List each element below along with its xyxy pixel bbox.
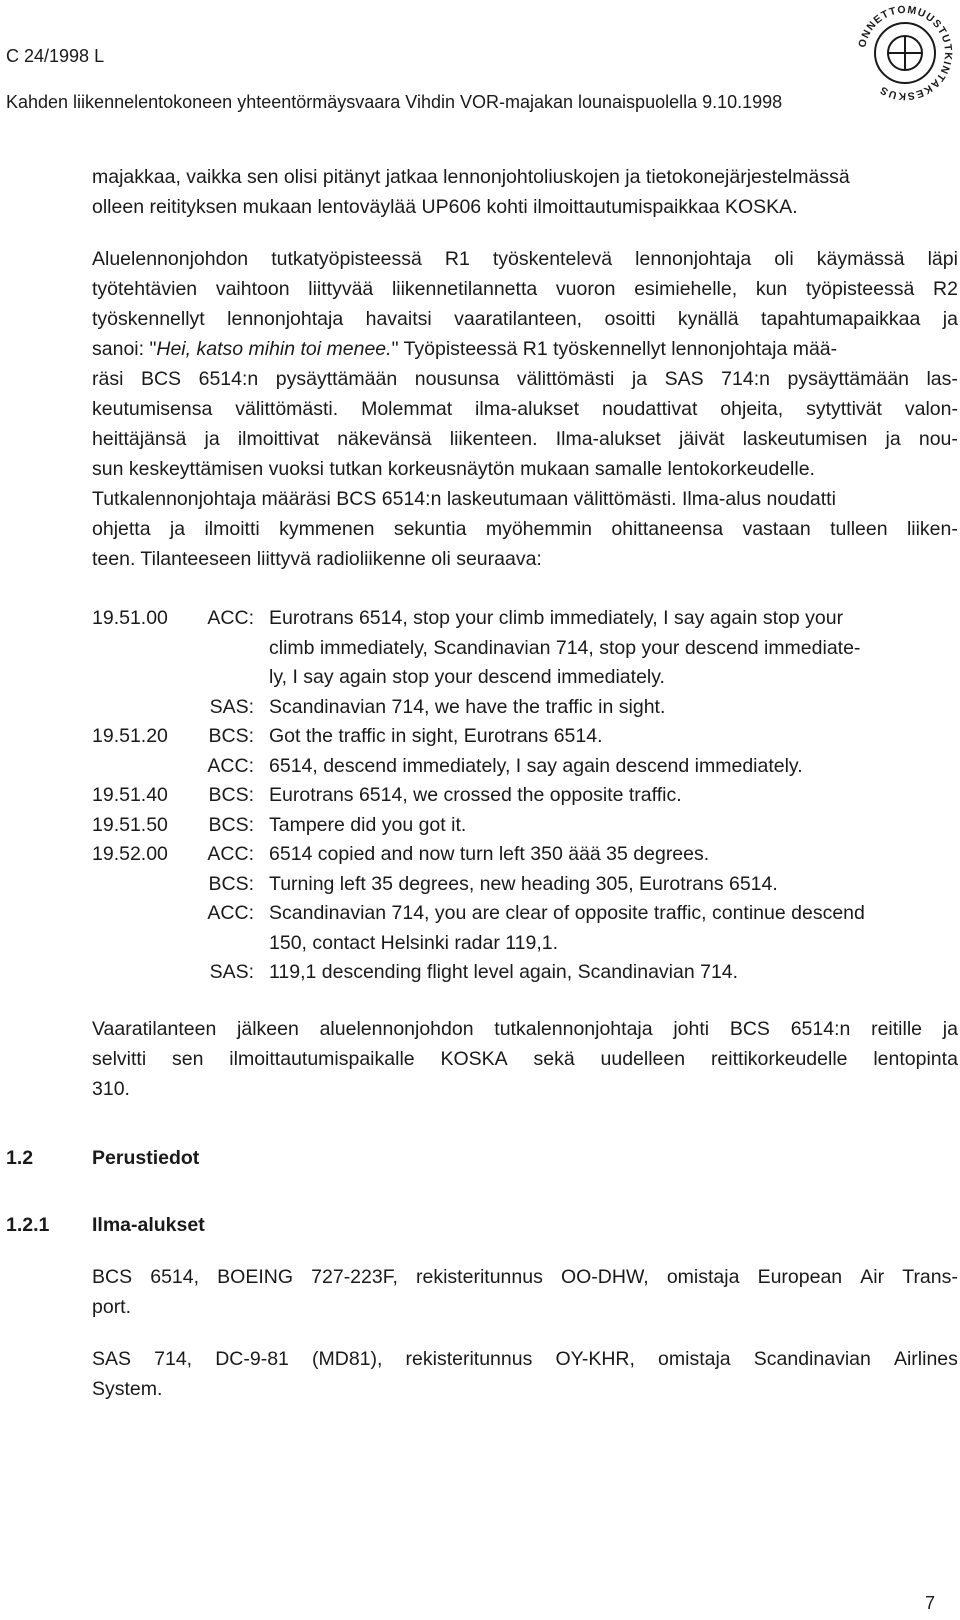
text-line: työtehtävien vaihtoon liittyvää liikennetilannetta vuoron esimiehelle, kun työpisteessä R2 [92,278,958,300]
transcript-speaker: SAS: [209,961,254,983]
transcript-message: 150, contact Helsinki radar 119,1. [269,932,559,954]
paragraph-aftermath [92,1014,958,1104]
transcript-speaker: BCS: [208,725,254,747]
text-line: 310. [92,1078,130,1100]
text-line: majakkaa, vaikka sen olisi pitänyt jatkaa lennonjohtoliuskojen ja tietokonejärjestelmässä [92,166,850,188]
section-heading: Perustiedot [92,1147,200,1169]
transcript-time: 19.52.00 [92,843,168,865]
text-line: Tutkalennonjohtaja määräsi BCS 6514:n laskeutumaan välittömästi. Ilma-alus noudatti [92,488,836,510]
paragraph-incident [92,244,958,574]
text-line: sun keskeyttämisen vuoksi tutkan korkeusnäytön mukaan samalle lentokorkeudelle. [92,458,815,480]
transcript-message: Turning left 35 degrees, new heading 305, Eurotrans 6514. [269,873,778,895]
transcript-speaker: BCS: [208,814,254,836]
subsection-number: 1.2.1 [6,1214,50,1236]
transcript-speaker: BCS: [208,784,254,806]
transcript-time: 19.51.00 [92,607,168,629]
text-line: ohjetta ja ilmoitti kymmenen sekuntia myöhemmin ohittaneensa vastaan tulleen liiken- [92,518,958,540]
transcript-speaker: ACC: [207,902,254,924]
transcript-message: Scandinavian 714, we have the traffic in sight. [269,696,666,718]
transcript-message: climb immediately, Scandinavian 714, stop your descend immediate- [269,637,861,659]
transcript-message: 119,1 descending flight level again, Scandinavian 714. [269,961,739,983]
text-line: BCS 6514, BOEING 727-223F, rekisteritunnus OO-DHW, omistaja European Air Trans- [92,1266,958,1288]
text-line: Vaaratilanteen jälkeen aluelennonjohdon tutkalennonjohtaja johti BCS 6514:n reitille ja [92,1018,958,1040]
transcript-speaker: ACC: [207,755,254,777]
document-title: Kahden liikennelentokoneen yhteentörmäysvaara Vihdin VOR-majakan lounaispuolella 9.10.1998 [6,92,783,112]
transcript-message: Eurotrans 6514, we crossed the opposite traffic. [269,784,682,806]
text-line: sanoi: "Hei, katso mihin toi menee." Työpisteessä R1 työskennellyt lennonjohtaja mää- [92,338,838,360]
text-line: SAS 714, DC-9-81 (MD81), rekisteritunnus OY-KHR, omistaja Scandinavian Airlines [92,1348,958,1370]
transcript-time: 19.51.50 [92,814,168,836]
transcript-speaker: BCS: [208,873,254,895]
transcript-message: 6514 copied and now turn left 350 äää 35 degrees. [269,843,710,865]
text-line: heittäjänsä ja ilmoittivat näkevänsä liikenteen. Ilma-alukset jäivät laskeutumisen ja nou- [92,428,958,450]
transcript-message: Eurotrans 6514, stop your climb immediately, I say again stop your [269,607,844,629]
transcript-speaker: ACC: [207,607,254,629]
agency-logo-icon [852,0,958,106]
subsection-heading: Ilma-alukset [92,1214,205,1236]
paragraph-continuation [92,162,958,222]
text-line: port. [92,1296,132,1318]
transcript-message: 6514, descend immediately, I say again descend immediately. [269,755,803,777]
transcript-time: 19.51.40 [92,784,168,806]
text-line: keutumisensa välittömästi. Molemmat ilma-alukset noudattivat ohjeita, sytyttivät valon- [92,398,958,420]
text-line: räsi BCS 6514:n pysäyttämään nousunsa välittömästi ja SAS 714:n pysäyttämään las- [92,368,958,390]
transcript-speaker: SAS: [209,696,254,718]
transcript-speaker: ACC: [207,843,254,865]
text-line: System. [92,1378,163,1400]
logo-text: ONNETTOMUUSTUTKINTAKESKUS [856,3,955,103]
aircraft-bcs [92,1262,958,1322]
text-line: Aluelennonjohdon tutkatyöpisteessä R1 työskentelevä lennonjohtaja oli käymässä läpi [92,248,958,270]
transcript-message: Scandinavian 714, you are clear of opposite traffic, continue descend [269,902,865,924]
transcript-message: Tampere did you got it. [269,814,467,836]
text-line: olleen reitityksen mukaan lentoväylää UP606 kohti ilmoittautumispaikkaa KOSKA. [92,196,798,218]
section-number: 1.2 [6,1147,34,1169]
text-line: selvitti sen ilmoittautumispaikalle KOSKA sekä uudelleen reittikorkeudelle lentopinta [92,1048,958,1070]
text-line: työskennellyt lennonjohtaja havaitsi vaaratilanteen, osoitti kynällä tapahtumapaikkaa ja [92,308,958,330]
quoted-speech: Hei, katso mihin toi menee. [156,338,392,360]
text-line: teen. Tilanteeseen liittyvä radioliikenne oli seuraava: [92,548,542,570]
transcript-time: 19.51.20 [92,725,168,747]
page-number: 7 [925,1593,936,1613]
aircraft-sas [92,1344,958,1404]
transcript-message: Got the traffic in sight, Eurotrans 6514. [269,725,603,747]
document-code: C 24/1998 L [6,46,105,66]
transcript-message: ly, I say again stop your descend immediately. [269,666,665,688]
